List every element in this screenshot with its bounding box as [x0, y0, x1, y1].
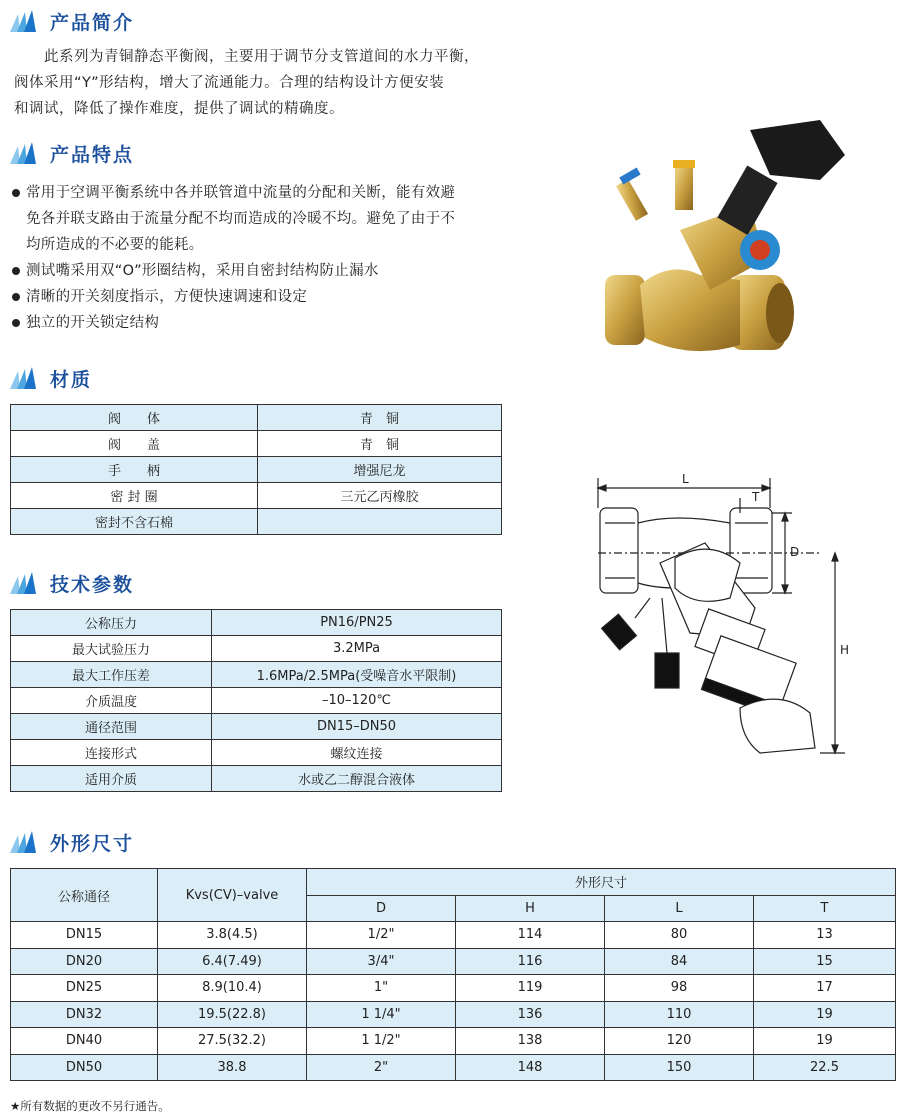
table-row: 通径范围 DN15–DN50: [11, 714, 502, 740]
section-marker-icon: [8, 8, 42, 34]
section-marker-icon: [8, 829, 42, 855]
label-l: L: [682, 472, 689, 486]
footnote: ★所有数据的更改不另行通告。: [10, 1099, 170, 1113]
table-row: 公称压力 PN16/PN25: [11, 610, 502, 636]
dimension-table: [10, 868, 896, 1081]
table-row: DN50 38.8 2" 148 150 22.5: [11, 1054, 896, 1081]
section-marker-icon: [8, 140, 42, 166]
table-row: 阀 盖 青 铜: [11, 431, 502, 457]
table-row: DN40 27.5(32.2) 1 1/2" 138 120 19: [11, 1028, 896, 1055]
table-row: DN25 8.9(10.4) 1" 119 98 17: [11, 975, 896, 1002]
section-title-features: 产品特点: [8, 137, 134, 169]
feature-item: 测试嘴采用双“O”形圈结构，采用自密封结构防止漏水: [10, 258, 510, 284]
table-row: 密封不含石棉: [11, 509, 502, 535]
table-row: DN32 19.5(22.8) 1 1/4" 136 110 19: [11, 1001, 896, 1028]
feature-list: [10, 180, 510, 336]
dimension-drawing: [580, 468, 880, 763]
material-table: [10, 404, 502, 535]
table-row: 最大试验压力 3.2MPa: [11, 636, 502, 662]
tech-table: [10, 609, 502, 792]
section-marker-icon: [8, 365, 42, 391]
table-header-row: D H L T: [11, 895, 896, 922]
table-row: DN15 3.8(4.5) 1/2" 114 80 13: [11, 922, 896, 949]
label-h: H: [840, 643, 850, 657]
table-row: 密 封 圈 三元乙丙橡胶: [11, 483, 502, 509]
feature-item: 清晰的开关刻度指示，方便快速调速和设定: [10, 284, 510, 310]
section-title-dims: 外形尺寸: [8, 826, 134, 858]
section-title-material: 材质: [8, 362, 92, 394]
section-marker-icon: [8, 570, 42, 596]
table-row: 适用介质 水或乙二醇混合液体: [11, 766, 502, 792]
label-t: T: [752, 490, 760, 504]
table-row: 手 柄 增强尼龙: [11, 457, 502, 483]
table-row: 阀 体 青 铜: [11, 405, 502, 431]
table-row: DN20 6.4(7.49) 3/4" 116 84 15: [11, 948, 896, 975]
table-row: 介质温度 –10–120℃: [11, 688, 502, 714]
intro-text: 此系列为青铜静态平衡阀，主要用于调节分支管道间的水力平衡， 阀体采用“Y”形结构，增大了流通能力。合理的结构设计方便安装 和调试，降低了操作难度，提供了调试的精确度。: [14, 49, 479, 117]
valve-photo: [600, 110, 860, 360]
table-row: 连接形式 螺纹连接: [11, 740, 502, 766]
table-row: 最大工作压差 1.6MPa/2.5MPa(受噪音水平限制): [11, 662, 502, 688]
table-header-row: 公称通径 Kvs(CV)–valve 外形尺寸: [11, 869, 896, 896]
label-d: D: [790, 545, 800, 559]
feature-item: 常用于空调平衡系统中各并联管道中流量的分配和关断，能有效避 免各并联支路由于流量分配不均而造成的冷暖不均。避免了由于不 均所造成的不必要的能耗。: [10, 180, 510, 258]
section-title-tech: 技术参数: [8, 567, 134, 599]
section-title-intro: 产品简介: [8, 5, 134, 37]
feature-item: 独立的开关锁定结构: [10, 310, 510, 336]
